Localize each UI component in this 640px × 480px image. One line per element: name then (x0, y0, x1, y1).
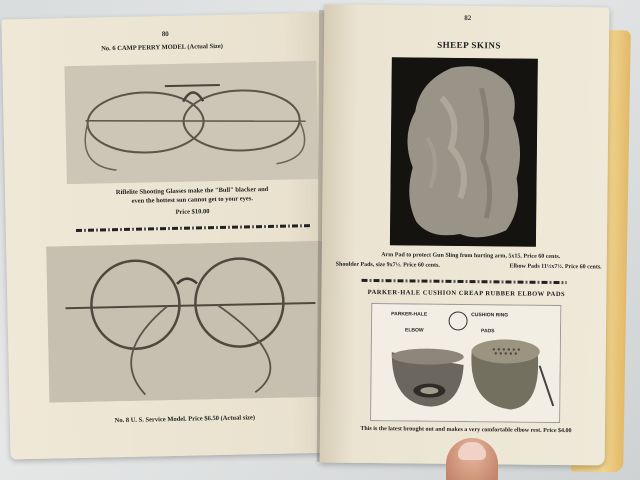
sheepskin-photo (390, 57, 538, 247)
elbow-pad-drawing (371, 304, 561, 423)
left-page-number: 80 (161, 30, 169, 39)
thumbnail-nail (458, 442, 486, 460)
sheepskin-drawing (390, 57, 538, 247)
diagram-label-ring: CUSHION RING (471, 312, 509, 319)
decorative-rule (76, 224, 311, 232)
diagram-label-brand: PARKER-HALE (391, 311, 428, 318)
parker-hale-heading: PARKER-HALE CUSHION CREAP RUBBER ELBOW PADS (367, 288, 566, 299)
service-model-caption: No. 8 U. S. Service Model. Price $6.50 (Actual size) (114, 414, 256, 425)
camp-perry-caption-2: even the hottest sun cannot get to your eyes. (131, 195, 253, 205)
service-glasses-photo (46, 241, 331, 403)
elbow-pad-diagram (370, 303, 561, 423)
diagram-label-pads: PADS (480, 328, 495, 335)
elbow-pad-caption: Elbow Pads 11½x7½. Price 60 cents. (509, 263, 602, 271)
diagram-label-elbow: ELBOW (404, 327, 424, 334)
camp-perry-caption-1: Riflelite Shooting Glasses make the "Bull" blacker and (115, 185, 269, 197)
shoulder-pad-caption: Shoulder Pads, size 9x7½. Price 60 cents. (335, 261, 440, 269)
camp-perry-glasses-photo (64, 61, 318, 184)
elbow-pad-price-caption: This is the latest brought out and makes a very comfortable elbow rest. Price $4.00 (360, 425, 572, 435)
right-page-number: 82 (464, 13, 472, 23)
left-page (1, 13, 340, 460)
camp-perry-glasses-drawing (64, 61, 318, 184)
service-glasses-drawing (46, 241, 331, 403)
camp-perry-price: Price $10.00 (175, 208, 210, 216)
arm-pad-caption: Arm Pad to protect Gun Sling from hurting arm, 5x15. Price 60 cents. (381, 252, 561, 261)
sheep-skins-heading: SHEEP SKINS (437, 39, 501, 51)
camp-perry-title: No. 6 CAMP PERRY MODEL (Actual Size) (101, 42, 223, 53)
right-page (320, 5, 610, 466)
decorative-rule-right (362, 279, 567, 284)
